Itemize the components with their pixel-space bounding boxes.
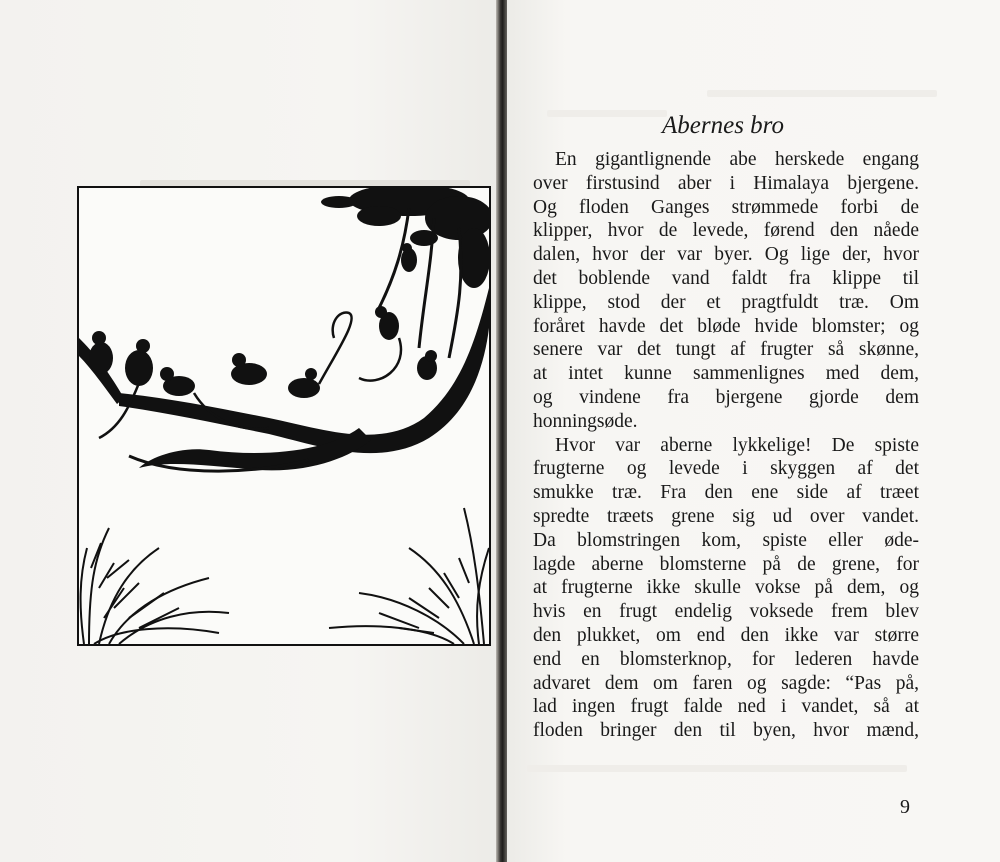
text-line: smukke træ. Fra den ene side af træet: [533, 482, 919, 504]
monkeys: [89, 243, 437, 398]
text-line: lagde aberne blomsterne på de grene, for: [533, 553, 919, 575]
grass-left: [81, 528, 229, 644]
illustration-drawing: [79, 188, 489, 644]
text-line: dalen, hvor der var byer. Og lige der, hvor: [533, 244, 919, 266]
text-line: foråret havde det bløde hvide blomster; og: [533, 315, 919, 337]
text-line: end en blomsterknop, for lederen havde: [533, 648, 919, 670]
text-line: honningsøde.: [533, 410, 638, 432]
show-through-text: [547, 110, 667, 117]
text-line: at intet kunne sammenlignes med dem,: [533, 363, 919, 385]
text-line: lad ingen frugt falde ned i vandet, så at: [533, 696, 919, 718]
text-line: senere var det tungt af frugter så skønne,: [533, 339, 919, 361]
text-line: advaret dem om faren og sagde: “Pas på,: [533, 672, 919, 694]
text-line: klipper, hvor de levede, førend den nåede: [533, 220, 919, 242]
chapter-title: Abernes bro: [662, 112, 784, 139]
text-line: Og floden Ganges strømmede forbi de: [533, 196, 919, 218]
chapter-body-text: [533, 148, 919, 743]
text-line: over firstusind aber i Himalaya bjergene.: [533, 172, 919, 194]
monkeys-tree-illustration: [77, 186, 491, 646]
show-through-text: [527, 765, 907, 772]
text-line: Da blomstringen kom, spiste eller øde-: [533, 529, 919, 551]
text-line: den plukket, om end den ikke var større: [533, 624, 919, 646]
text-line: hvis en frugt endelig voksede frem blev: [533, 601, 919, 623]
text-line: spredte træets grene sig ud over vandet.: [533, 505, 919, 527]
text-line: floden bringer den til byen, hvor mænd,: [533, 720, 919, 742]
text-line: klippe, stod der et pragtfuldt træ. Om: [533, 291, 919, 313]
text-line: frugterne og levede i skyggen af det: [533, 458, 919, 480]
page-number: 9: [900, 796, 910, 818]
text-line: at frugterne ikke skulle vokse på dem, og: [533, 577, 919, 599]
show-through-text: [707, 90, 937, 97]
text-line: En gigantlignende abe herskede engang: [555, 149, 919, 170]
text-line: det boblende vand faldt fra klippe til: [533, 267, 919, 289]
grass-right: [329, 508, 489, 644]
text-line: Hvor var aberne lykkelige! De spiste: [555, 434, 919, 456]
text-line: og vindene fra bjergene gjorde dem: [533, 386, 919, 408]
